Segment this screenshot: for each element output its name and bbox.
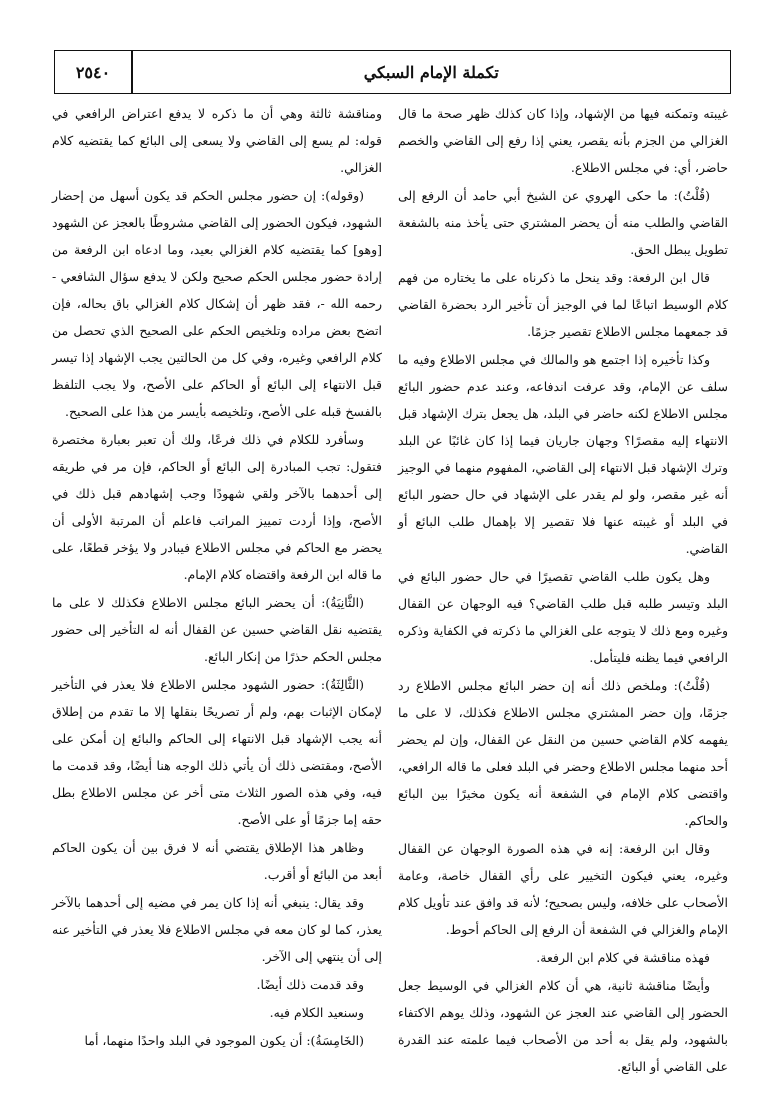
paragraph: وقد يقال: ينبغي أنه إذا كان يمر في مضيه إلى أحدهما بالآخر يعذر، كما لو كان معه في مجلس الاطلاع فلا يعذر في التأخير عنه إلى أن ينتهي إلى الآخر. xyxy=(52,895,382,964)
paragraph: (الثَّانِيَةُ): أن يحضر البائع مجلس الاطلاع فكذلك لا على ما يقتضيه نقل القاضي حسين عن القفال أنه له التأخير إلى حضور مجلس الحكم حذرًا من إنكار البائع. xyxy=(52,595,382,664)
left-column xyxy=(52,100,382,1060)
paragraph: (الثَّالِثَةُ): حضور الشهود مجلس الاطلاع فلا يعذر في التأخير لإمكان الإثبات بهم، ولم أر تصريحًا بنقلها إلا ما تقدم من إطلاق أنه يجب الإشهاد قبل الانتهاء إلى الحاكم والبائع إن أمكن على الأصح، ومقتضى ذلك أن يأتي ذلك الوجه هنا أيضًا، وقد قدمت ما فيه، وفي هذه الصور الثلاث متى أخر عن مجلس الاطلاع بطل حقه إما جزمًا أو على الأصح. xyxy=(52,677,382,827)
paragraph: قال ابن الرفعة: وقد ينحل ما ذكرناه على ما يختاره من فهم كلام الوسيط اتباعًا لما في الوجيز أن تأخير الرد بحضرة القاضي قد جمعهما مجلس الاطلاع تقصير جزمًا. xyxy=(398,270,728,339)
paragraph: وقد قدمت ذلك أيضًا. xyxy=(256,977,364,992)
paragraph: (الخَامِسَةُ): أن يكون الموجود في البلد واحدًا منهما، أما xyxy=(84,1033,364,1048)
page-header xyxy=(54,50,731,94)
paragraph: وهل يكون طلب القاضي تقصيرًا في حال حضور البائع في البلد وتيسر طلبه قبل طلب القاضي؟ فيه الوجهان عن القفال وغيره ومع ذلك لا يتوجه على الغزالي ما ذكرته في الكفاية وذكره الرافعي فيما يظنه فليتأمل. xyxy=(398,569,728,665)
paragraph: وأيضًا مناقشة ثانية، هي أن كلام الغزالي في الوسيط جعل الحضور إلى القاضي عند العجز عن الشهود، وذلك يوهم الاكتفاء بالشهود، ولم يقل به أحد من الأصحاب فيما علمته عند القدرة على القاضي أو البائع. xyxy=(398,978,728,1074)
paragraph: (وقوله): إن حضور مجلس الحكم قد يكون أسهل من إحضار الشهود، فيكون الحضور إلى القاضي مشروطًا بالعجز عن الشهود [وهو] كما يقتضيه كلام الغزالي بعيد، وما ادعاه ابن الرفعة من إرادة حضور مجلس الحكم صحيح ولكن لا يدفع سؤال الشافعي - رحمه الله -، فقد ظهر أن إشكال كلام الغزالي باق بحاله، فإن اتضح بعض مراده وتلخيص الحكم على الصحيح الذي تحصل من كلام الرافعي وغيره، وفي كل من الحالتين يجب الإشهاد إذا تيسر قبل الانتهاء إلى البائع أو الحاكم على الأصح، ولا يجب التلفظ بالفسخ قبله على الأصح، وتلخيصه بأيسر من هذا على الصحيح. xyxy=(52,188,382,419)
paragraph: (قُلْتُ): وملخص ذلك أنه إن حضر البائع مجلس الاطلاع رد جزمًا، وإن حضر المشتري مجلس الاطلاع فكذلك، لا على ما يفهمه كلام القاضي حسين من النقل عن القفال، وإن لم يحضر أحد منهما مجلس الاطلاع وحضر في البلد فعلى ما قاله الرافعي، واقتضى كلام الإمام في الشفعة أنه يكون مخيرًا بين البائع والحاكم. xyxy=(398,678,728,828)
paragraph: غيبته وتمكنه فيها من الإشهاد، وإذا كان كذلك ظهر صحة ما قال الغزالي من الجزم بأنه يقصر، يعني إذا رفع إلى القاضي والخصم حاضر، أي: في مجلس الاطلاع. xyxy=(398,106,728,175)
paragraph: (قُلْتُ): ما حكى الهروي عن الشيخ أبي حامد أن الرفع إلى القاضي والطلب منه أن يحضر المشتري حتى يأخذ منه بالشفعة تطويل يبطل الحق. xyxy=(398,188,728,257)
paragraph: وقال ابن الرفعة: إنه في هذه الصورة الوجهان عن القفال وغيره، يعني فيكون التخيير على رأي القفال خاصة، وعامة الأصحاب على خلافه، وليس بصحيح؛ لأنه قد وافق عند تأويل كلام الإمام والغزالي في الشفعة أن الرفع إلى الحاكم أحوط. xyxy=(398,841,728,937)
right-column xyxy=(398,100,728,1074)
page-number: ٢٥٤٠ xyxy=(75,62,111,82)
paragraph: وكذا تأخيره إذا اجتمع هو والمالك في مجلس الاطلاع وفيه ما سلف عن الإمام، وقد عرفت اندفاعه، وعند عدم حضور البائع مجلس الاطلاع لكنه حاضر في البلد، هل يجعل بترك الإشهاد قبل الانتهاء إليه مقصرًا؟ وجهان جاريان فيما إذا كان غائبًا عن البلد وترك الإشهاد قبل الانتهاء إلى القاضي، المفهوم منهما في الوجيز أنه غير مقصر، ولو لم يقدر على الإشهاد في حال حضور البائع في البلد أو غيبته عنها فلا تقصير إلا بإهمال طلب البائع أو القاضي. xyxy=(398,352,728,556)
paragraph: فهذه مناقشة في كلام ابن الرفعة. xyxy=(536,950,710,965)
paragraph: وسأفرد للكلام في ذلك فرعًا، ولك أن تعبر بعبارة مختصرة فتقول: تجب المبادرة إلى البائع أو الحاكم، فإن مر في طريقه إلى أحدهما بالآخر ولقي شهودًا وجب إشهادهم قبل ذلك في الأصح، وإذا أردت تمييز المراتب فاعلم أن المرتبة الأولى أن يحضر مع الحاكم في مجلس الاطلاع فيبادر ولا يؤخر قطعًا، على ما قاله ابن الرفعة واقتضاه كلام الإمام. xyxy=(52,432,382,582)
paragraph: وظاهر هذا الإطلاق يقتضي أنه لا فرق بين أن يكون الحاكم أبعد من البائع أو أقرب. xyxy=(52,840,382,882)
paragraph: وسنعيد الكلام فيه. xyxy=(269,1005,364,1020)
paragraph: ومناقشة ثالثة وهي أن ما ذكره لا يدفع اعتراض الرافعي في قوله: لم يسع إلى القاضي ولا يسعى إلى البائع كما يقتضيه كلام الغزالي. xyxy=(52,106,382,175)
book-title: تكملة الإمام السبكي xyxy=(363,62,499,82)
